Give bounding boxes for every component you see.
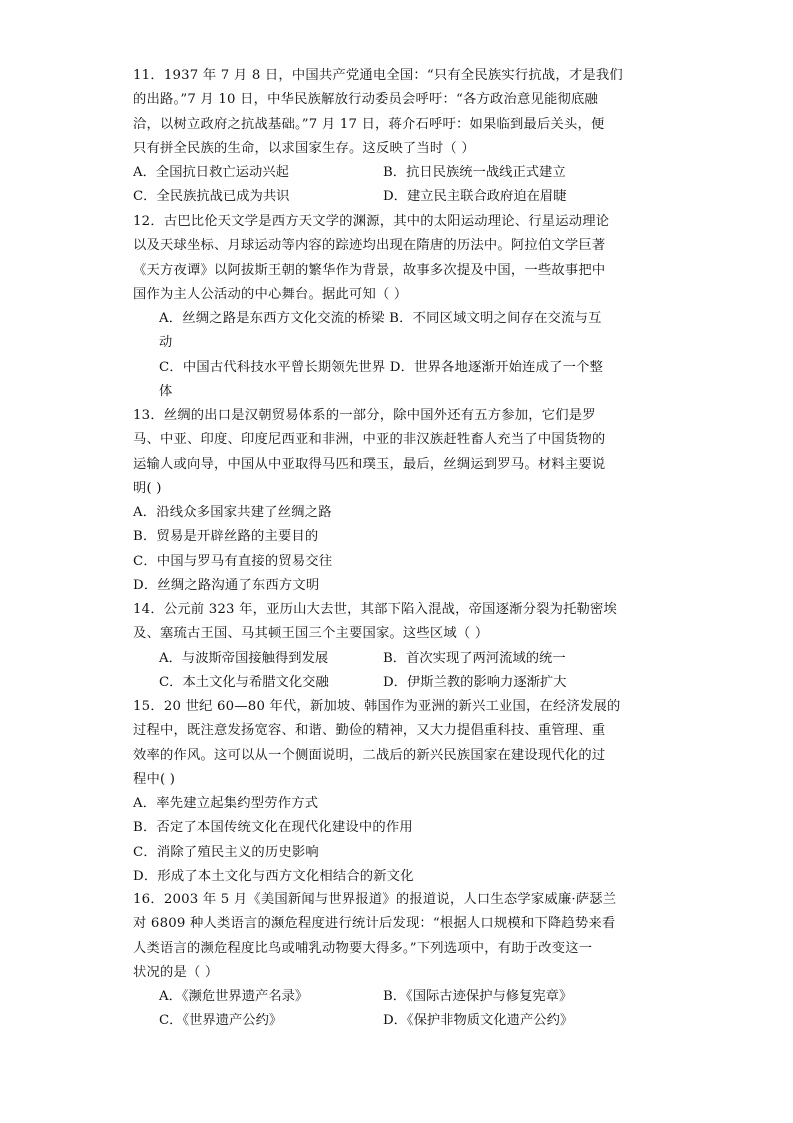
question-text-line: 过程中，既注意发扬宽容、和谐、勤俭的精神，又大力提倡重科技、重管理、重 [133,723,606,739]
option-c[interactable]: C．消除了殖民主义的历史影响 [133,844,319,860]
question-text-line: 状况的是（ ） [133,964,219,980]
question-text-line: 的出路。”7 月 10 日，中华民族解放行动委员会呼吁：“各方政治意见能彻底融 [133,92,599,108]
option-d[interactable]: D．形成了本土文化与西方文化相结合的新文化 [133,869,414,885]
question-text-line: 15．20 世纪 60—80 年代，新加坡、韩国作为亚洲的新兴工业国，在经济发展的 [133,699,621,714]
question-text-line: 马、中亚、印度、印度尼西亚和非洲，中亚的非汉族赶牲畜人充当了中国货物的 [133,432,606,448]
option-row [133,671,673,695]
option-a[interactable]: A．沿线众多国家共建了丝绸之路 [133,505,332,521]
option-a-b[interactable]: A．丝绸之路是东西方文化交流的桥梁 B．不同区域文明之间存在交流与互 [159,311,602,327]
question-text-line: 运输人或向导，中国从中亚取得马匹和璞玉，最后，丝绸运到罗马。材料主要说 [133,456,606,472]
option-d[interactable]: D．建立民主联合政府迫在眉睫 [383,189,567,205]
question-text-line: 只有拼全民族的生命，以求国家生存。这反映了当时（ ） [133,140,475,156]
question-text-line: 程中( ) [133,771,176,787]
option-row [133,985,673,1009]
option-c[interactable]: C．本土文化与希腊文化交融 [159,674,329,690]
question-text-line: 国作为主人公活动的中心舞台。据此可知（ ） [133,286,408,302]
question-text-line: 16．2003 年 5 月《美国新闻与世界报道》的报道说，人口生态学家威廉·萨瑟兰 [133,892,617,907]
question-14 [133,598,673,695]
question-text-line: 以及天球坐标、月球运动等内容的踪迹均出现在隋唐的历法中。阿拉伯文学巨著 [133,238,606,254]
question-text-line: 人类语言的濒危程度比鸟或哺乳动物要大得多。”下列选项中，有助于改变这一 [133,940,593,956]
question-text-line: 及、塞琉古王国、马其顿王国三个主要国家。这些区域（ ） [133,626,489,642]
question-text-line: 洽，以树立政府之抗战基础。”7 月 17 日，蒋介石呼吁：如果临到最后关头，便 [133,116,605,132]
question-text-line: 效率的作风。这可以从一个侧面说明，二战后的新兴民族国家在建设现代化的过 [133,747,606,763]
option-d-continued: 体 [159,384,173,400]
question-16 [133,888,673,1034]
option-d[interactable]: D．伊斯兰教的影响力逐渐扩大 [383,674,567,690]
option-a[interactable]: A．全国抗日救亡运动兴起 [133,165,289,181]
option-d[interactable]: D．《保护非物质文化遗产公约》 [383,1013,574,1029]
option-b[interactable]: B．《国际古迹保护与修复宪章》 [383,989,573,1005]
option-row [133,185,673,209]
question-text-line: 对 6809 种人类语言的濒危程度进行统计后发现：“根据人口规模和下降趋势来看 [133,916,616,932]
option-b[interactable]: B．首次实现了两河流域的统一 [383,650,566,666]
question-13 [133,404,673,598]
option-b-continued: 动 [159,335,173,351]
question-12 [133,210,673,404]
option-row [133,647,673,671]
option-c[interactable]: C．全民族抗战已成为共识 [133,189,290,205]
option-a[interactable]: A．《濒危世界遗产名录》 [159,989,309,1005]
question-text-line: 13．丝绸的出口是汉朝贸易体系的一部分，除中国外还有五方参加，它们是罗 [133,408,596,423]
option-a[interactable]: A．与波斯帝国接触得到发展 [159,650,329,666]
option-c[interactable]: C．《世界遗产公约》 [159,1013,283,1029]
question-text-line: 12．古巴比伦天文学是西方天文学的渊源，其中的太阳运动理论、行星运动理论 [133,214,610,229]
option-row [133,1009,673,1033]
option-c[interactable]: C．中国与罗马有直接的贸易交往 [133,553,333,569]
option-a[interactable]: A．率先建立起集约型劳作方式 [133,796,319,812]
question-text-line: 《天方夜谭》以阿拔斯王朝的繁华作为背景，故事多次提及中国，一些故事把中 [133,262,606,278]
option-b[interactable]: B．抗日民族统一战线正式建立 [383,165,566,181]
option-row [133,161,673,185]
question-text-line: 11．1937 年 7 月 8 日，中国共产党通电全国：“只有全民族实行抗战，才是我们 [133,68,623,83]
option-b[interactable]: B．贸易是开辟丝路的主要目的 [133,529,319,545]
option-b[interactable]: B．否定了本国传统文化在现代化建设中的作用 [133,820,413,836]
question-15 [133,695,673,889]
question-11 [133,64,673,210]
option-c-d[interactable]: C．中国古代科技水平曾长期领先世界 D．世界各地逐渐开始连成了一个整 [159,359,604,375]
option-d[interactable]: D．丝绸之路沟通了东西方文明 [133,578,320,594]
question-text-line: 14．公元前 323 年，亚历山大去世，其部下陷入混战，帝国逐渐分裂为托勒密埃 [133,602,618,617]
question-text-line: 明( ) [133,480,162,496]
